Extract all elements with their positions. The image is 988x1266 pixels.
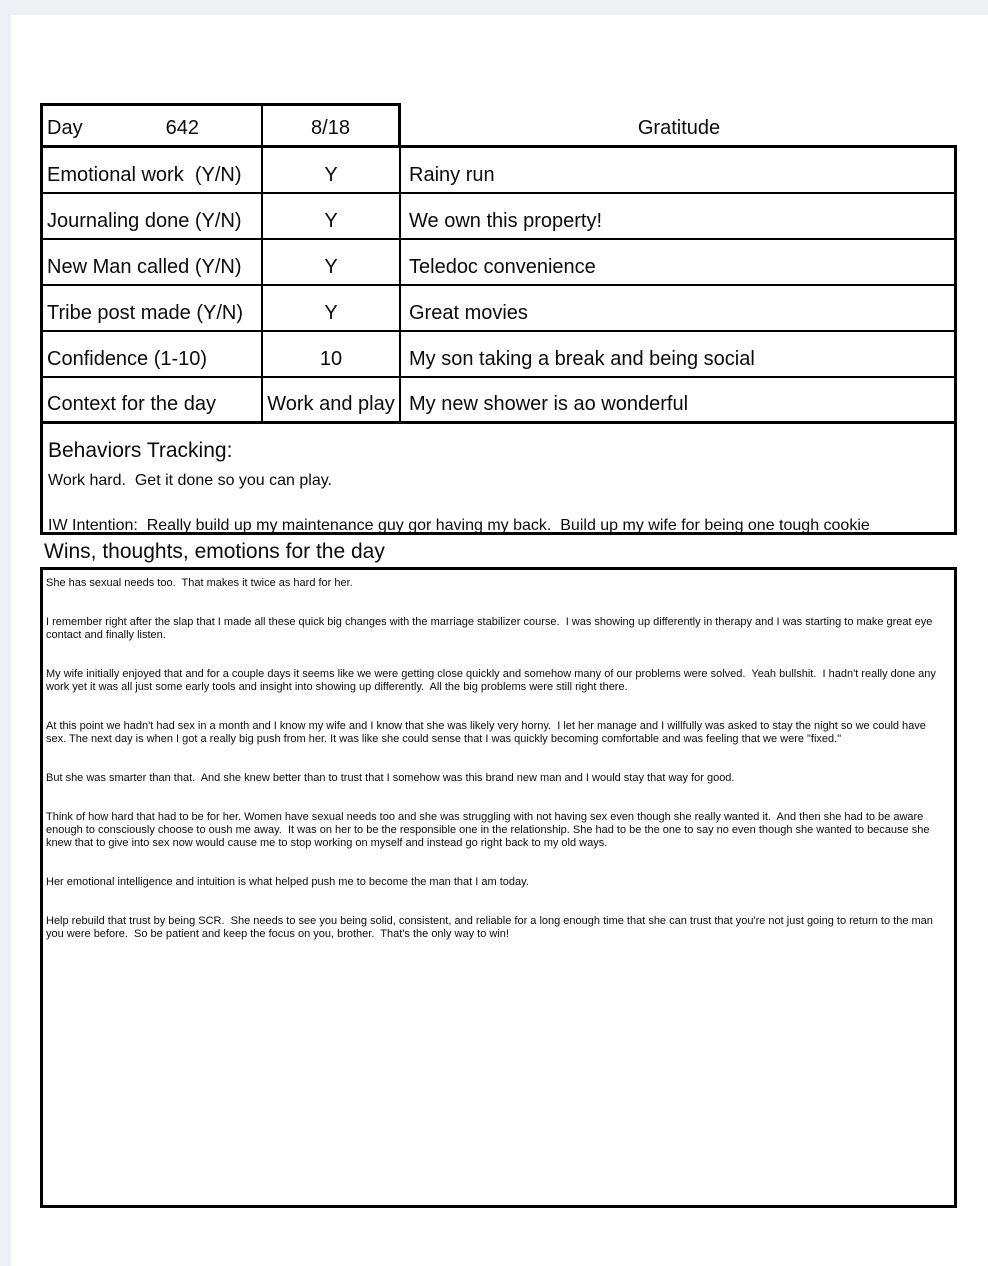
row-label: New Man called (Y/N) (40, 240, 263, 286)
table-row (40, 286, 957, 332)
row-value: Y (263, 194, 401, 240)
row-value: Y (263, 240, 401, 286)
row-label: Journaling done (Y/N) (40, 194, 263, 240)
table-row (40, 240, 957, 286)
tracker-header-row (40, 103, 957, 148)
table-row (40, 194, 957, 240)
row-gratitude: Rainy run (401, 148, 957, 194)
date-value: 8/18 (311, 117, 350, 139)
wins-section-heading: Wins, thoughts, emotions for the day (44, 540, 385, 563)
journal-paragraph: Think of how hard that had to be for her. Women have sexual needs too and she was struggling with not having sex even though she really wanted it. And then she had to be aware enough to consciously choose to oush me away. It was on her to be the responsible one in the relationship. She had to be the one to say no even though she wanted to because she knew that to give into sex now would cause me to stop working on myself and instead go right back to my old ways. (46, 811, 933, 849)
row-label: Tribe post made (Y/N) (40, 286, 263, 332)
row-label: Confidence (1-10) (40, 332, 263, 378)
daily-tracker-table (40, 103, 957, 424)
page-left-margin (0, 15, 11, 1266)
journal-text-box (40, 567, 957, 1208)
behaviors-tracking-note: Work hard. Get it done so you can play. (48, 472, 332, 489)
page-top-margin (0, 0, 988, 15)
row-label: Context for the day (40, 378, 263, 424)
row-gratitude: My new shower is ao wonderful (401, 378, 957, 424)
iw-intention-line: IW Intention: Really build up my maintenance guy gor having my back. Build up my wife for being one tough cookie (48, 517, 870, 534)
row-value: Y (263, 148, 401, 194)
journal-paragraph: My wife initially enjoyed that and for a couple days it seems like we were getting close quickly and somehow many of our problems were solved. Yeah bullshit. I hadn't really done any work yet it was all just some early tools and insight into showing up differently. All the big problems were still right there. (46, 668, 939, 693)
journal-paragraph: I remember right after the slap that I made all these quick big changes with the marriage stabilizer course. I was showing up differently in therapy and I was starting to make great eye contact and finally listen. (46, 616, 936, 641)
journal-paragraph: Her emotional intelligence and intuition is what helped push me to become the man that I am today. (46, 876, 529, 888)
row-value: Work and play (263, 378, 401, 424)
day-number: 642 (165, 117, 199, 139)
row-gratitude: We own this property! (401, 194, 957, 240)
day-label: Day (47, 117, 83, 139)
row-label: Emotional work (Y/N) (40, 148, 263, 194)
row-gratitude: Great movies (401, 286, 957, 332)
gratitude-header-label: Gratitude (637, 117, 721, 139)
row-value: 10 (263, 332, 401, 378)
behaviors-tracking-box (40, 424, 957, 535)
row-gratitude: Teledoc convenience (401, 240, 957, 286)
journal-paragraph: She has sexual needs too. That makes it twice as hard for her. (46, 577, 353, 589)
journal-paragraph: Help rebuild that trust by being SCR. She needs to see you being solid, consistent, and reliable for a long enough time that she can trust that you're not just going to return to the man you were before. So be patient and keep the focus on you, brother. That's the only way to win! (46, 915, 936, 940)
behaviors-tracking-title: Behaviors Tracking: (48, 439, 233, 462)
row-gratitude: My son taking a break and being social (401, 332, 957, 378)
day-cell (40, 103, 263, 148)
table-row (40, 332, 957, 378)
journal-paragraph: But she was smarter than that. And she knew better than to trust that I somehow was this brand new man and I would stay that way for good. (46, 772, 735, 784)
date-cell (263, 103, 401, 148)
row-value: Y (263, 286, 401, 332)
journal-paragraph: At this point we hadn't had sex in a month and I know my wife and I know that she was likely very horny. I let her manage and I willfully was asked to stay the night so we could have sex. The next day is when I got a really big push from her. It was like she could sense that I was quickly becoming comfortable and was feeling that we were "fixed." (46, 720, 929, 745)
table-row (40, 378, 957, 424)
table-row (40, 148, 957, 194)
gratitude-header-cell (401, 103, 957, 148)
